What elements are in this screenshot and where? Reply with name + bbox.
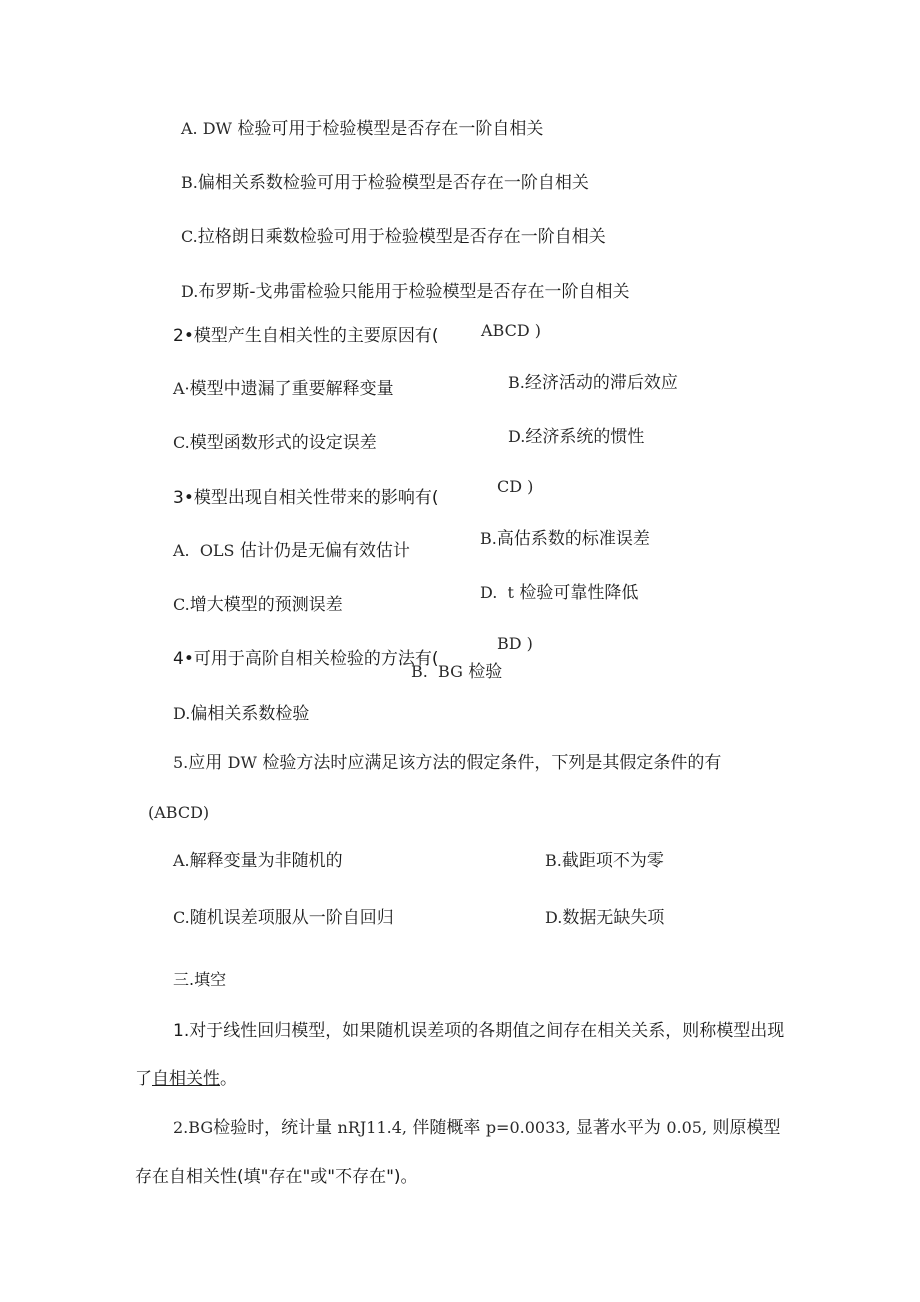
q3-answer: CD ) bbox=[497, 477, 534, 496]
option-text: 截距项不为零 bbox=[561, 851, 664, 871]
q4-option-d bbox=[173, 703, 309, 725]
fill2-stat: nRJ11.4, bbox=[337, 1118, 407, 1137]
option-prefix: D. t bbox=[480, 583, 514, 602]
fill1-line2 bbox=[135, 1068, 237, 1090]
q3-option-a bbox=[173, 540, 410, 562]
option-prefix: C. bbox=[181, 227, 198, 246]
option-prefix: B. bbox=[480, 529, 497, 548]
option-text: 解释变量为非随机的 bbox=[189, 851, 343, 871]
q2-option-a bbox=[173, 378, 394, 400]
option-prefix: D. bbox=[181, 282, 199, 301]
fill2-line1 bbox=[173, 1117, 780, 1139]
q4-answer: BD ) bbox=[497, 634, 533, 653]
q3-option-d bbox=[480, 582, 638, 604]
option-text: 拉格朗日乘数检验可用于检验模型是否存在一阶自相关 bbox=[197, 227, 606, 247]
option-prefix: B. bbox=[508, 373, 525, 392]
q5-dw: DW bbox=[227, 753, 257, 772]
q2-option-c bbox=[173, 432, 377, 454]
option-prefix: B. bbox=[181, 173, 198, 192]
q5-stem bbox=[173, 752, 721, 774]
option-text: 检验可用于检验模型是否存在一阶自相关 bbox=[237, 119, 544, 139]
option-prefix: D. bbox=[508, 427, 526, 446]
option-prefix: A· bbox=[173, 379, 190, 398]
fill2-text2: 伴随概率 bbox=[412, 1118, 481, 1138]
option-prefix: A. OLS bbox=[173, 541, 235, 560]
option-prefix: C. bbox=[173, 908, 190, 927]
q3-stem: 3•模型出现自相关性带来的影响有( bbox=[173, 488, 439, 508]
option-prefix: B. BG bbox=[411, 662, 463, 681]
option-text: 估计仍是无偏有效估计 bbox=[239, 541, 410, 561]
option-prefix: A. DW bbox=[181, 119, 232, 138]
q5-option-c bbox=[173, 907, 394, 929]
fill2-text4: 则原模型 bbox=[712, 1118, 781, 1138]
q1-option-a bbox=[181, 118, 543, 140]
q5-option-b bbox=[545, 850, 664, 872]
fill1-line1: 1.对于线性回归模型，如果随机误差项的各期值之间存在相关关系，则称模型出现 bbox=[173, 1021, 785, 1041]
fill1-answer: 自相关性 bbox=[152, 1069, 220, 1089]
q3-option-c bbox=[173, 594, 343, 616]
option-text: 经济活动的滞后效应 bbox=[524, 373, 678, 393]
fill1-suffix: 。 bbox=[220, 1069, 237, 1089]
q4-option-b bbox=[411, 661, 502, 683]
q2-option-b bbox=[508, 372, 678, 394]
q5-text-b: 检验方法时应满足该方法的假定条件，下列是其假定条件的有 bbox=[262, 753, 722, 773]
q2-answer: ABCD ) bbox=[481, 321, 542, 340]
option-text: 检验 bbox=[468, 662, 503, 682]
fill2-text1: 检验时，统计量 bbox=[213, 1118, 333, 1138]
q2-option-d bbox=[508, 426, 644, 448]
q2-stem: 2•模型产生自相关性的主要原因有( bbox=[173, 326, 439, 346]
option-prefix: B. bbox=[545, 851, 562, 870]
option-text: 模型函数形式的设定误差 bbox=[189, 433, 377, 453]
fill2-pval: p=0.0033, bbox=[485, 1118, 571, 1137]
q1-option-c bbox=[181, 226, 606, 248]
section-heading: 三.填空 bbox=[173, 970, 227, 989]
fill2-bg: BG bbox=[188, 1118, 214, 1137]
fill2-sig: 0.05, bbox=[666, 1118, 708, 1137]
q5-answer: (ABCD) bbox=[148, 803, 210, 822]
q3-option-b bbox=[480, 528, 650, 550]
option-prefix: A. bbox=[173, 851, 190, 870]
fill1-prefix: 了 bbox=[135, 1069, 152, 1089]
option-text: 高估系数的标准误差 bbox=[496, 529, 650, 549]
option-prefix: D. bbox=[545, 908, 563, 927]
option-text: 随机误差项服从一阶自回归 bbox=[189, 908, 394, 928]
option-prefix: C. bbox=[173, 595, 190, 614]
option-text: 增大模型的预测误差 bbox=[189, 595, 343, 615]
fill2-number: 2. bbox=[173, 1118, 189, 1137]
option-text: 模型中遗漏了重要解释变量 bbox=[189, 379, 394, 399]
option-text: 数据无缺失项 bbox=[562, 908, 665, 928]
q1-option-b bbox=[181, 172, 589, 194]
q5-option-a bbox=[173, 850, 343, 872]
option-text: 检验可靠性降低 bbox=[519, 583, 639, 603]
option-text: 经济系统的惯性 bbox=[525, 427, 645, 447]
option-prefix: D. bbox=[173, 704, 191, 723]
option-text: 布罗斯-戈弗雷检验只能用于检验模型是否存在一阶自相关 bbox=[198, 282, 630, 302]
fill2-text3: 显著水平为 bbox=[575, 1118, 661, 1138]
q5-text-a: 应用 bbox=[188, 753, 223, 773]
q5-option-d bbox=[545, 907, 664, 929]
q4-stem: 4•可用于高阶自相关检验的方法有( bbox=[173, 649, 439, 669]
option-text: 偏相关系数检验可用于检验模型是否存在一阶自相关 bbox=[197, 173, 589, 193]
option-prefix: C. bbox=[173, 433, 190, 452]
q1-option-d bbox=[181, 281, 629, 303]
q5-number: 5. bbox=[173, 753, 189, 772]
option-text: 偏相关系数检验 bbox=[190, 704, 310, 724]
fill2-line2: 存在自相关性(填"存在"或"不存在")。 bbox=[135, 1167, 418, 1187]
